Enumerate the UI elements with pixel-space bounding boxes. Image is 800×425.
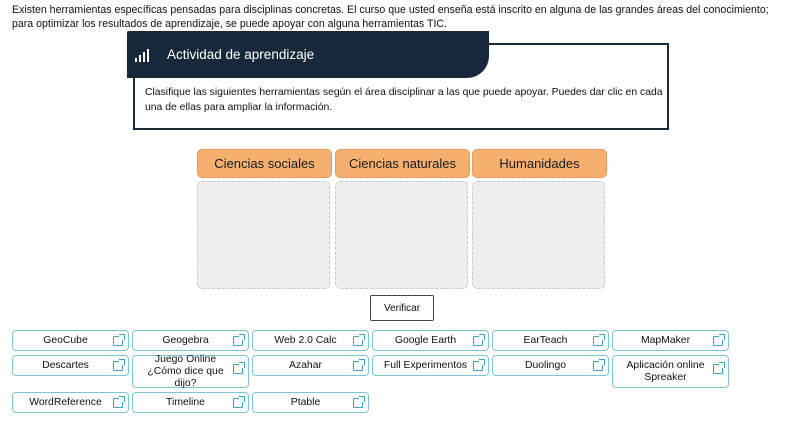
external-link-icon — [353, 398, 363, 408]
tool-card[interactable] — [612, 330, 729, 351]
drop-zone-ciencias-naturales[interactable] — [335, 181, 468, 289]
tool-label: Juego Online ¿Cómo dice que dijo? — [147, 353, 224, 389]
tool-card[interactable] — [612, 355, 729, 388]
external-link-icon — [233, 336, 243, 346]
tool-card[interactable] — [132, 330, 249, 351]
tool-card[interactable] — [132, 355, 249, 388]
external-link-icon — [473, 336, 483, 346]
external-link-icon — [713, 336, 723, 346]
external-link-icon — [233, 364, 243, 374]
external-link-icon — [593, 336, 603, 346]
external-link-icon — [353, 336, 363, 346]
tool-card[interactable] — [12, 392, 129, 413]
tool-card[interactable] — [492, 330, 609, 351]
external-link-icon — [593, 361, 603, 371]
external-link-icon — [113, 361, 123, 371]
tool-card[interactable] — [252, 392, 369, 413]
tool-card[interactable] — [372, 330, 489, 351]
drop-zone-humanidades[interactable] — [472, 181, 605, 289]
intro-text: Existen herramientas específicas pensadas para disciplinas concretas. El curso que usted enseña está inscrito en alguna de las grandes áreas del conocimiento; para optimizar los resultados de aprendizaje, se puede apoyar con alguna herramientas TIC. — [12, 4, 769, 30]
external-link-icon — [233, 398, 243, 408]
tool-card[interactable] — [492, 355, 609, 376]
tool-label: Aplicación online Spreaker — [626, 359, 705, 383]
verify-button[interactable]: Verificar — [370, 295, 434, 321]
tool-label: Ptable — [290, 396, 321, 408]
tool-card[interactable] — [252, 330, 369, 351]
tool-label: Duolingo — [524, 359, 566, 371]
tool-label: Geogebra — [162, 334, 209, 346]
external-link-icon — [113, 398, 123, 408]
drop-zone-ciencias-sociales[interactable] — [197, 181, 330, 289]
tool-label: Web 2.0 Calc — [274, 334, 337, 346]
tool-card[interactable] — [372, 355, 489, 376]
tool-card[interactable] — [12, 355, 129, 376]
category-ciencias-sociales: Ciencias sociales — [197, 149, 332, 178]
category-ciencias-naturales: Ciencias naturales — [335, 149, 470, 178]
tool-label: MapMaker — [640, 334, 691, 346]
category-humanidades: Humanidades — [472, 149, 607, 178]
external-link-icon — [473, 361, 483, 371]
tool-label: Full Experimentos — [383, 359, 468, 371]
tool-label: GeoCube — [43, 334, 88, 346]
activity-instructions: Clasifique las siguientes herramientas según el área disciplinar a las que puede apoyar. Puedes dar clic en cada una de ellas para ampliar la información. — [145, 87, 663, 113]
tool-label: Timeline — [166, 396, 205, 408]
tool-label: EarTeach — [523, 334, 568, 346]
activity-title: Actividad de aprendizaje — [167, 47, 315, 62]
tool-card[interactable] — [132, 392, 249, 413]
signal-bars-icon — [135, 48, 149, 62]
external-link-icon — [713, 364, 723, 374]
external-link-icon — [113, 336, 123, 346]
tool-label: Descartes — [42, 359, 89, 371]
tool-label: WordReference — [29, 396, 102, 408]
external-link-icon — [353, 361, 363, 371]
tool-card[interactable] — [12, 330, 129, 351]
tool-label: Google Earth — [394, 334, 457, 346]
tool-label: Azahar — [289, 359, 322, 371]
activity-header — [127, 31, 489, 78]
tool-card[interactable] — [252, 355, 369, 376]
